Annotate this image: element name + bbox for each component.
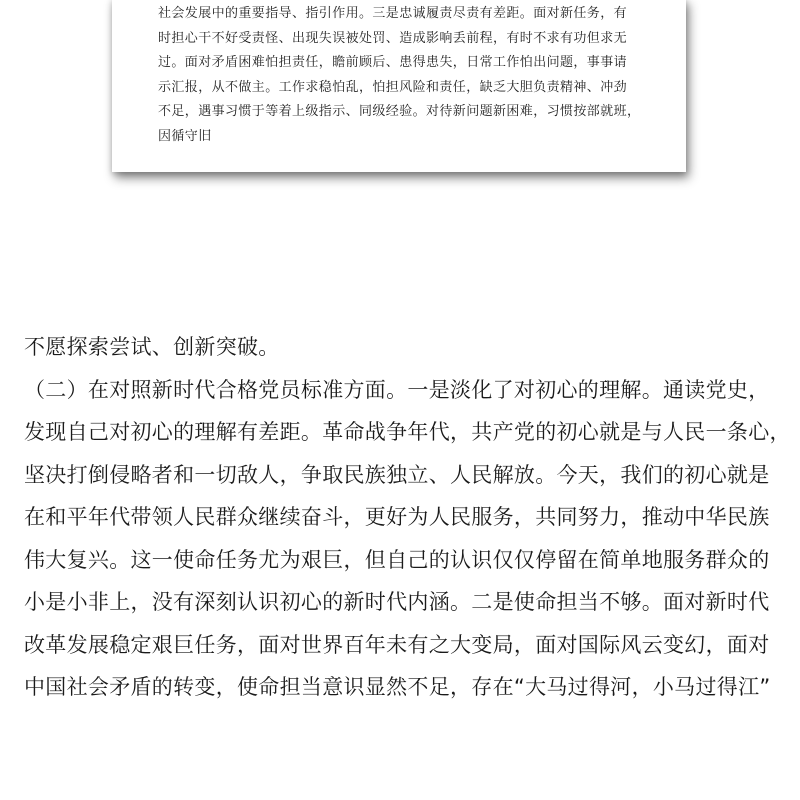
preview-line: 示汇报，从不做主。工作求稳怕乱，怕担风险和责任，缺乏大胆负责精神、冲劲 <box>158 79 628 95</box>
preview-text-block <box>158 2 658 149</box>
body-text-block <box>24 326 791 709</box>
body-line: 中国社会矛盾的转变，使命担当意识显然不足，存在“大马过得河，小马过得江” <box>24 675 771 699</box>
preview-line: 过。面对矛盾困难怕担责任，瞻前顾后、患得患失，日常工作怕出问题，事事请 <box>158 55 628 70</box>
section-heading-line: （二）在对照新时代合格党员标准方面。一是淡化了对初心的理解。通读党史， <box>24 377 770 402</box>
preview-line: 因循守旧 <box>158 128 212 144</box>
body-line: 小是小非上，没有深刻认识初心的新时代内涵。二是使命担当不够。面对新时代 <box>24 590 770 614</box>
preview-line: 时担心干不好受责怪、出现失误被处罚、造成影响丢前程，有时不求有功但求无 <box>158 30 628 46</box>
preview-line: 不足，遇事习惯于等着上级指示、同级经验。对待新问题新困难，习惯按部就班， <box>158 104 641 119</box>
body-line: 发现自己对初心的理解有差距。革命战争年代，共产党的初心就是与人民一条心， <box>24 420 791 444</box>
body-line: 伟大复兴。这一使命任务尤为艰巨，但自己的认识仅仅停留在简单地服务群众的 <box>24 547 770 572</box>
body-line: 在和平年代带领人民群众继续奋斗，更好为人民服务，共同努力，推动中华民族 <box>24 505 770 529</box>
document-preview-card <box>112 0 686 172</box>
body-line: 不愿探索尝试、创新突破。 <box>24 335 280 359</box>
preview-line: 社会发展中的重要指导、指引作用。三是忠诚履责尽责有差距。面对新任务，有 <box>158 6 628 21</box>
body-line: 改革发展稳定艰巨任务，面对世界百年未有之大变局，面对国际风云变幻，面对 <box>24 632 770 657</box>
body-line: 坚决打倒侵略者和一切敌人，争取民族独立、人民解放。今天，我们的初心就是 <box>24 462 770 487</box>
